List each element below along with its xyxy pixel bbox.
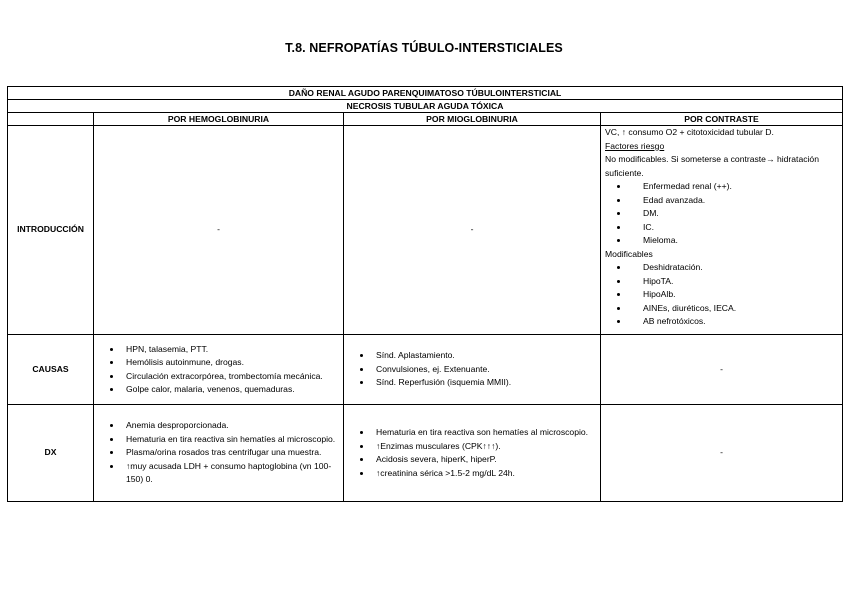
causas-mio-list: [344, 349, 600, 390]
list-item: • HPN, talasemia, PTT.: [122, 343, 343, 357]
list-item: • Mieloma.: [629, 234, 838, 248]
list-item: • Enfermedad renal (++).: [629, 180, 838, 194]
list-item: • Golpe calor, malaria, venenos, quemaduras.: [122, 383, 343, 397]
list-item: • Hemólisis autoinmune, drogas.: [122, 356, 343, 370]
dx-hemo-cell: [94, 405, 344, 502]
row-label-introduccion: INTRODUCCIÓN: [8, 126, 94, 335]
list-item: • ↑muy acusada LDH + consumo haptoglobina (vn 100-150) 0.: [122, 460, 343, 487]
causas-mio-cell: [344, 335, 601, 405]
contraste-mechanism-text: VC, ↑ consumo O2 + citotoxicidad tubular D.: [605, 127, 774, 137]
modificables-heading: Modificables: [605, 248, 653, 259]
list-item: • Convulsiones, ej. Extenuante.: [372, 363, 600, 377]
no-modificables-list: [605, 180, 838, 248]
row-label-dx: DX: [8, 405, 94, 502]
corner-cell: [8, 113, 94, 126]
column-header-hemoglobinuria: POR HEMOGLOBINURIA: [94, 113, 344, 126]
list-item: • IC.: [629, 221, 838, 235]
list-item: • Circulación extracorpórea, trombectomía mecánica.: [122, 370, 343, 384]
list-item: • Hematuria en tira reactiva sin hematíes al microscopio.: [122, 433, 343, 447]
dx-hemo-list: [94, 419, 343, 487]
intro-contraste-cell: [601, 126, 843, 335]
column-header-mioglobinuria: POR MIOGLOBINURIA: [344, 113, 601, 126]
modificables-list: [605, 261, 838, 329]
causas-contraste-cell: -: [601, 335, 843, 405]
list-item: • HipoAlb.: [629, 288, 838, 302]
list-item: • Acidosis severa, hiperK, hiperP.: [372, 453, 600, 467]
list-item: • Edad avanzada.: [629, 194, 838, 208]
causas-hemo-cell: [94, 335, 344, 405]
page-title: T.8. NEFROPATÍAS TÚBULO-INTERSTICIALES: [285, 41, 563, 55]
causas-hemo-list: [94, 343, 343, 397]
table-header-necrosis: NECROSIS TUBULAR AGUDA TÓXICA: [8, 100, 843, 113]
nefropatias-table: [7, 86, 843, 502]
row-label-causas: CAUSAS: [8, 335, 94, 405]
dx-contraste-cell: -: [601, 405, 843, 502]
list-item: • Sínd. Aplastamiento.: [372, 349, 600, 363]
no-modificables-text: No modificables. Si someterse a contraste→ hidratación suficiente.: [605, 154, 819, 178]
list-item: • ↑Enzimas musculares (CPK↑↑↑).: [372, 440, 600, 454]
list-item: • AB nefrotóxicos.: [629, 315, 838, 329]
factores-riesgo-heading: Factores riesgo: [605, 140, 665, 151]
list-item: • Anemia desproporcionada.: [122, 419, 343, 433]
list-item: • DM.: [629, 207, 838, 221]
list-item: • HipoTA.: [629, 275, 838, 289]
intro-hemo-cell: -: [94, 126, 344, 335]
intro-mio-cell: -: [344, 126, 601, 335]
list-item: • Deshidratación.: [629, 261, 838, 275]
list-item: • ↑creatinina sérica >1.5-2 mg/dL 24h.: [372, 467, 600, 481]
table-header-dano-renal: DAÑO RENAL AGUDO PARENQUIMATOSO TÚBULOINTERSTICIAL: [8, 87, 843, 100]
list-item: • Sínd. Reperfusión (isquemia MMII).: [372, 376, 600, 390]
list-item: • Hematuria en tira reactiva son hematíes al microscopio.: [372, 426, 600, 440]
list-item: • Plasma/orina rosados tras centrifugar una muestra.: [122, 446, 343, 460]
list-item: • AINEs, diuréticos, IECA.: [629, 302, 838, 316]
dx-mio-cell: [344, 405, 601, 502]
dx-mio-list: [344, 426, 600, 480]
column-header-contraste: POR CONTRASTE: [601, 113, 843, 126]
